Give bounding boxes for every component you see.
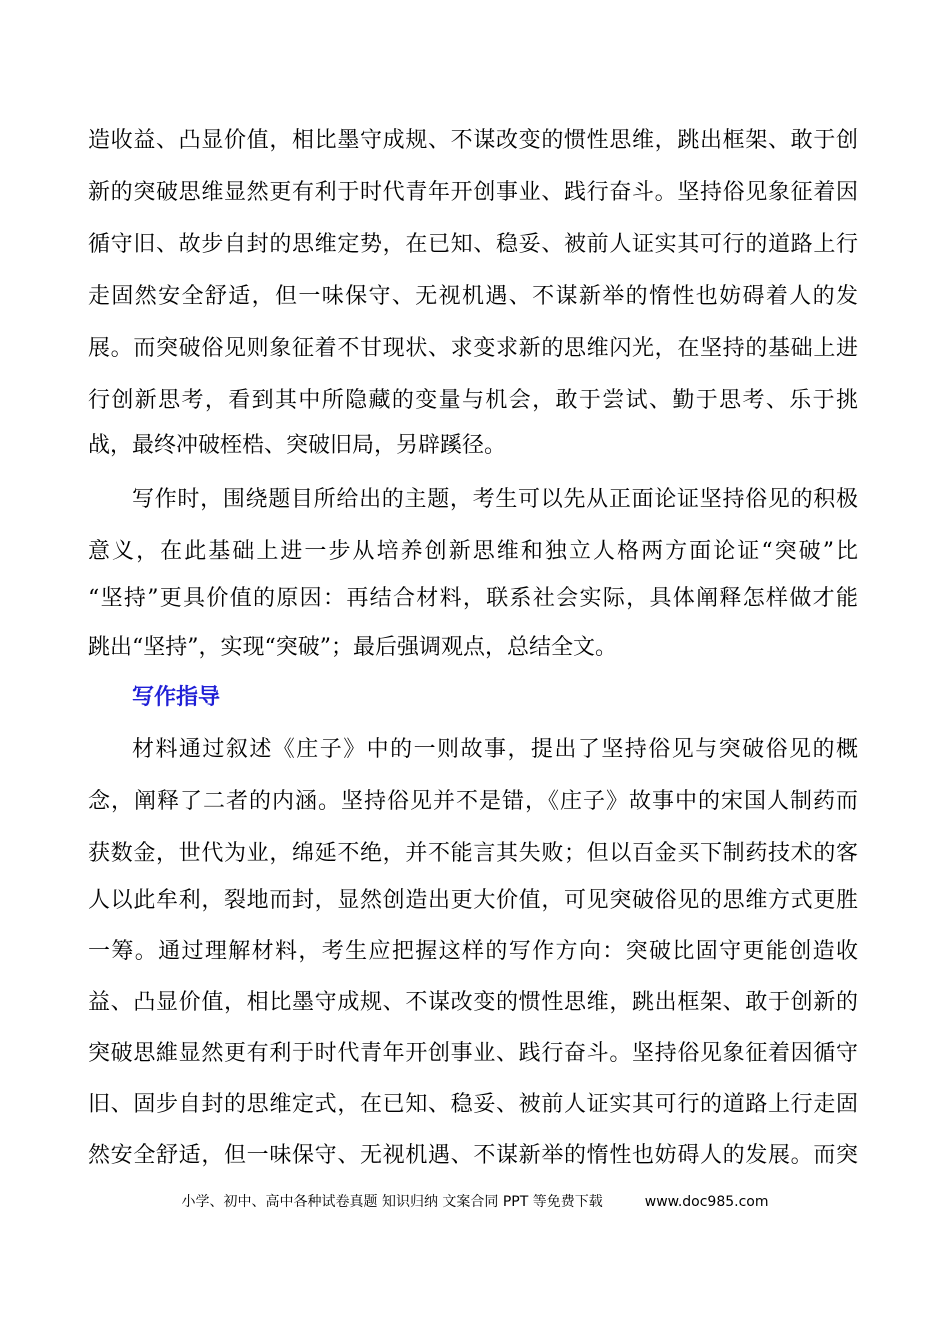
- text-line: 行创新思考，看到其中所隐藏的变量与机会，敢于尝试、勤于思考、乐于挑: [88, 388, 858, 413]
- text-line: 一筹。通过理解材料，考生应把握这样的写作方向：突破比固守更能创造收: [88, 939, 858, 964]
- text-line: 然安全舒适，但一味保守、无视机遇、不谋新举的惰性也妨碍人的发展。而突: [88, 1143, 858, 1168]
- text-line: 展。而突破俗见则象征着不甘现状、求变求新的思维闪光，在坚持的基础上进: [88, 336, 858, 361]
- text-line: 循守旧、故步自封的思维定势，在已知、稳妥、被前人证实其可行的道路上行: [88, 232, 858, 257]
- text-line: 念，阐释了二者的内涵。坚持俗见并不是错，《庄子》故事中的宋国人制药而: [88, 789, 858, 814]
- text-line: 材料通过叙述《庄子》中的一则故事，提出了坚持俗见与突破俗见的概: [132, 737, 858, 762]
- text-line: 人以此牟利，裂地而封，显然创造出更大价值，可见突破俗见的思维方式更胜: [88, 888, 858, 913]
- text-line: 旧、固步自封的思维定式，在已知、稳妥、被前人证实其可行的道路上行走固: [88, 1092, 858, 1117]
- text-line: 新的突破思维显然更有利于时代青年开创事业、践行奋斗。坚持俗见象征着因: [88, 180, 858, 205]
- text-line: 跳出“坚持”，实现“突破”；最后强调观点，总结全文。: [88, 635, 617, 660]
- text-line: 意义，在此基础上进一步从培养创新思维和独立人格两方面论证“突破”比: [88, 539, 858, 564]
- text-line: 造收益、凸显价值，相比墨守成规、不谋改变的惯性思维，跳出框架、敢于创: [88, 128, 858, 153]
- text-line: 写作时，围绕题目所给出的主题，考生可以先从正面论证坚持俗见的积极: [132, 487, 858, 512]
- text-line: 突破思維显然更有利于时代青年开创事业、践行奋斗。坚持俗见象征着因循守: [88, 1041, 858, 1066]
- text-line: 战，最终冲破桎梏、突破旧局，另辟蹊径。: [88, 433, 507, 458]
- section-heading: 写作指导: [132, 685, 221, 710]
- page-footer: [0, 1190, 950, 1214]
- text-line: “坚持”更具价值的原因：再结合材料，联系社会实际，具体阐释怎样做才能: [88, 586, 858, 611]
- footer-text: 小学、初中、高中各种试卷真题 知识归纳 文案合同 PPT 等免费下载: [181, 1194, 603, 1210]
- footer-url[interactable]: www.doc985.com: [644, 1194, 769, 1210]
- text-line: 走固然安全舒适，但一味保守、无视机遇、不谋新举的惰性也妨碍着人的发: [88, 284, 858, 309]
- text-line: 益、凸显价值，相比墨守成规、不谋改变的惯性思维，跳出框架、敢于创新的: [88, 990, 858, 1015]
- text-line: 获数金，世代为业，绵延不绝，并不能言其失败；但以百金买下制药技术的客: [88, 841, 858, 866]
